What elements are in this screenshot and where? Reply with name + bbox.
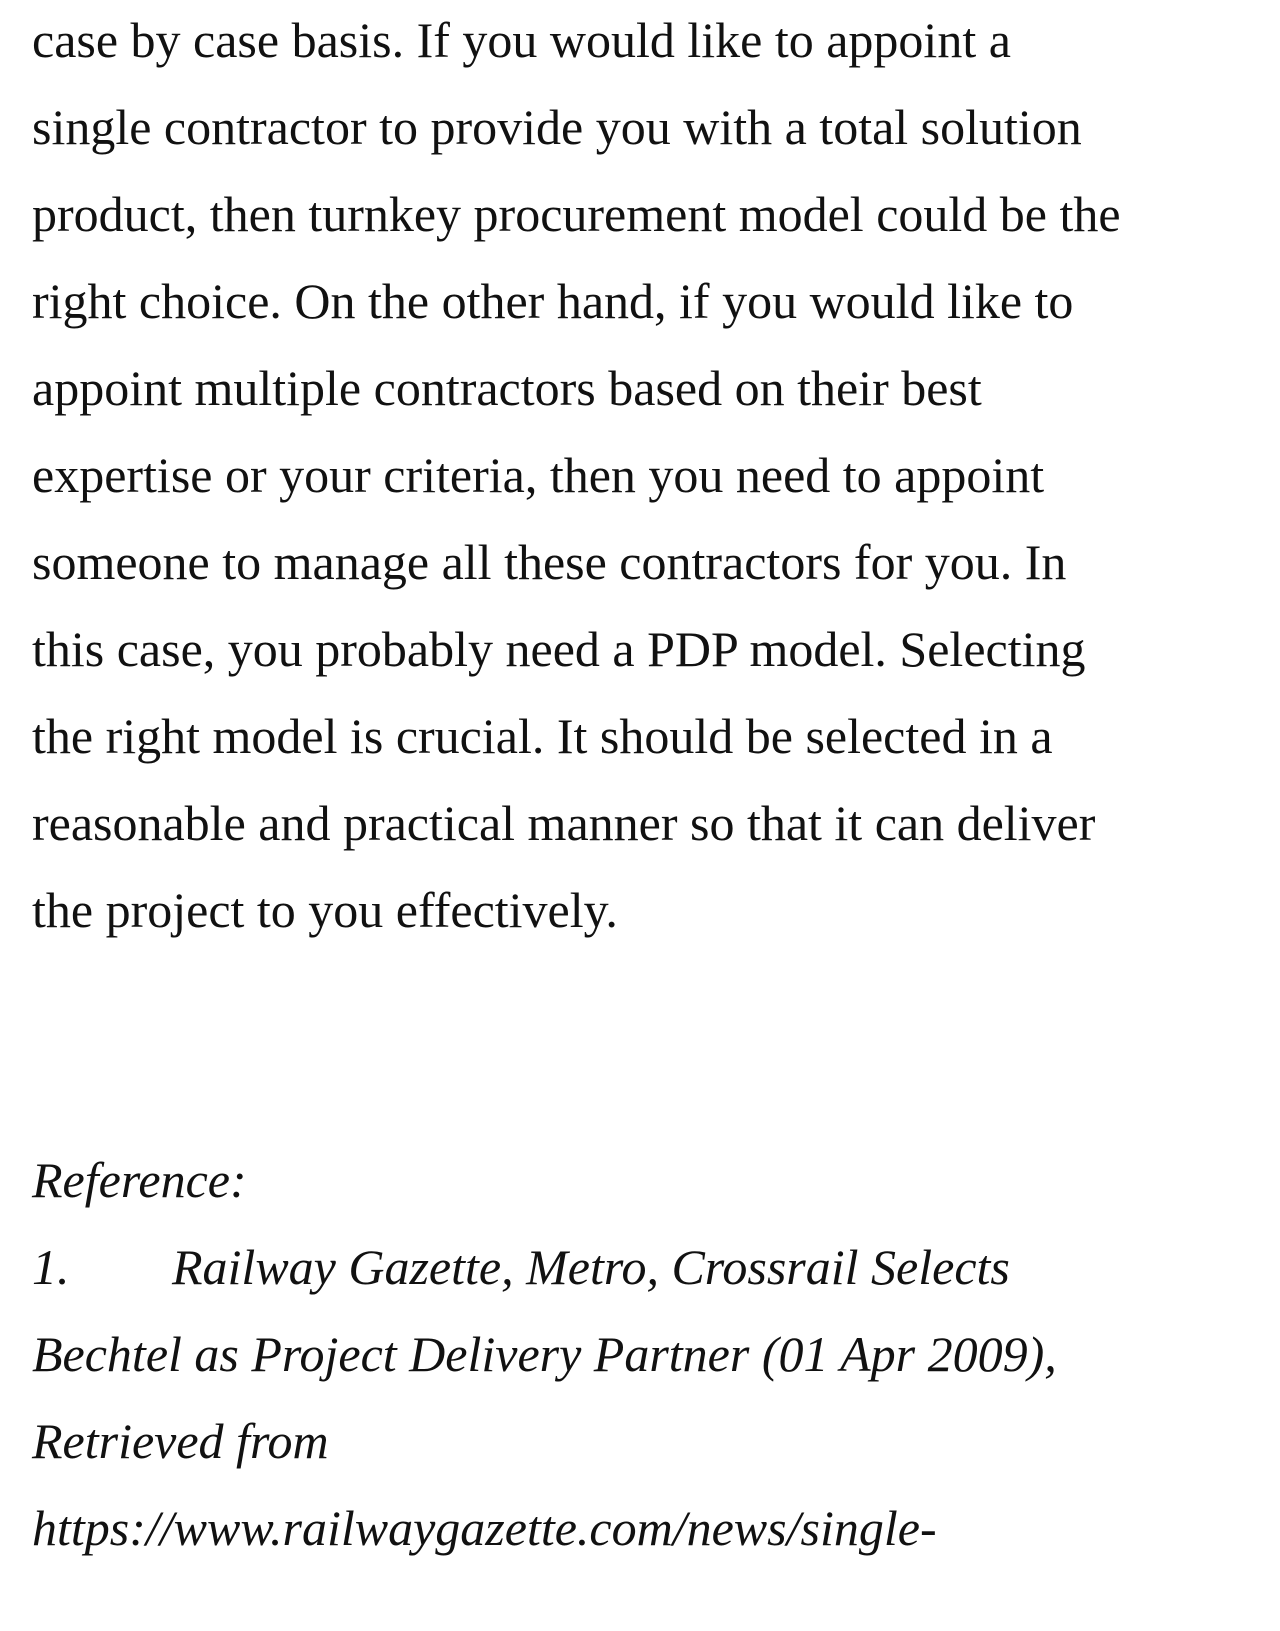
body-line-3: product, then turnkey procurement model could be the xyxy=(32,186,1121,242)
body-line-5: appoint multiple contractors based on their best xyxy=(32,360,982,416)
reference-item-number: 1. xyxy=(32,1239,70,1295)
reference-line-2: Bechtel as Project Delivery Partner (01 Apr 2009), xyxy=(32,1326,1057,1382)
reference-url[interactable]: https://www.railwaygazette.com/news/single- xyxy=(32,1500,937,1556)
body-line-10: reasonable and practical manner so that it can deliver xyxy=(32,795,1096,851)
reference-heading: Reference: xyxy=(32,1152,247,1208)
reference-item-1 xyxy=(32,1237,1010,1297)
body-line-11: the project to you effectively. xyxy=(32,882,618,938)
body-line-1: case by case basis. If you would like to appoint a xyxy=(32,12,1011,68)
body-line-9: the right model is crucial. It should be selected in a xyxy=(32,708,1053,764)
reference-line-1: Railway Gazette, Metro, Crossrail Selects xyxy=(172,1239,1010,1295)
body-line-2: single contractor to provide you with a total solution xyxy=(32,99,1082,155)
body-line-4: right choice. On the other hand, if you would like to xyxy=(32,273,1074,329)
body-line-6: expertise or your criteria, then you need to appoint xyxy=(32,447,1045,503)
body-line-7: someone to manage all these contractors for you. In xyxy=(32,534,1067,590)
reference-line-3: Retrieved from xyxy=(32,1413,329,1469)
body-line-8: this case, you probably need a PDP model. Selecting xyxy=(32,621,1086,677)
